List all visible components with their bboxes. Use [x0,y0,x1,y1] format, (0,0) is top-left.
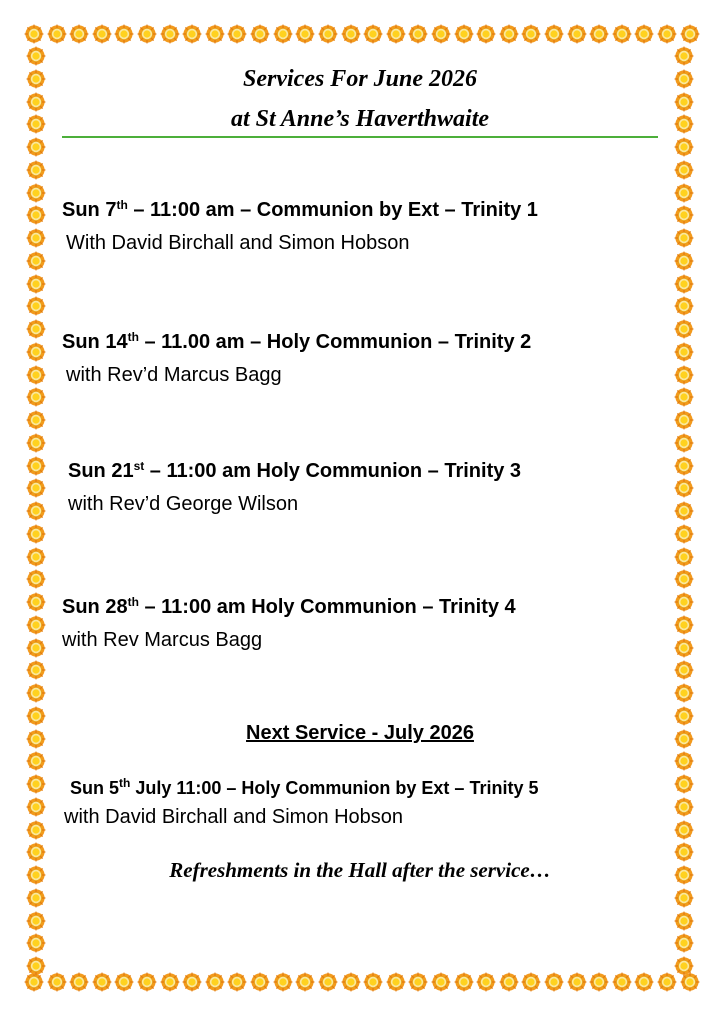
sun-icon [674,183,694,203]
sun-icon [589,24,609,44]
sun-icon [634,972,654,992]
service-heading: Sun 21st – 11:00 am Holy Communion – Trinity 3 [68,459,522,482]
sun-icon [26,69,46,89]
sun-icon [674,569,694,589]
sun-icon [250,24,270,44]
service-heading: Sun 7th – 11:00 am – Communion by Ext – Trinity 1 [62,198,538,221]
sun-icon [26,114,46,134]
sun-icon [674,797,694,817]
sun-icon [26,547,46,567]
sun-icon [567,24,587,44]
sun-icon [295,972,315,992]
sun-icon [295,24,315,44]
sun-border-bottom [24,972,700,994]
page-title: Services For June 2026 [243,66,477,92]
sun-icon [674,205,694,225]
next-service-line: Sun 5th July 11:00 – Holy Communion by Ext – Trinity 5 [70,776,539,798]
sun-icon [431,972,451,992]
sun-icon [674,774,694,794]
sun-icon [26,660,46,680]
sun-icon [26,387,46,407]
sun-icon [674,683,694,703]
sun-icon [26,183,46,203]
sun-icon [674,706,694,726]
sun-icon [26,410,46,430]
sun-icon [26,865,46,885]
sun-icon [273,972,293,992]
sun-icon [26,524,46,544]
sun-icon [69,24,89,44]
sun-icon [26,319,46,339]
sun-icon [92,24,112,44]
sun-icon [363,972,383,992]
sun-icon [476,972,496,992]
sun-icon [26,933,46,953]
sun-icon [674,69,694,89]
sun-icon [544,24,564,44]
sun-icon [499,972,519,992]
sun-icon [674,160,694,180]
sun-icon [26,92,46,112]
sun-icon [26,888,46,908]
refreshments-note: Refreshments in the Hall after the service… [169,858,551,882]
sun-icon [26,911,46,931]
sun-icon [674,751,694,771]
sun-icon [674,387,694,407]
sun-icon [674,615,694,635]
sun-icon [674,137,694,157]
sun-icon [26,478,46,498]
sun-icon [26,251,46,271]
sun-icon [114,972,134,992]
service-entry [62,198,538,256]
sun-icon [341,972,361,992]
sun-icon [273,24,293,44]
sun-icon [26,729,46,749]
sun-icon [26,592,46,612]
sun-icon [680,24,700,44]
service-officiants: With David Birchall and Simon Hobson [66,232,410,254]
sun-icon [674,365,694,385]
sun-icon [408,972,428,992]
sun-icon [544,972,564,992]
sun-icon [47,972,67,992]
sun-icon [674,433,694,453]
sun-border-top [24,24,700,46]
service-heading: Sun 14th – 11.00 am – Holy Communion – Trinity 2 [62,330,532,353]
sun-border-right [674,46,696,976]
sun-icon [182,972,202,992]
service-entry [68,459,521,517]
sun-icon [341,24,361,44]
sun-icon [521,972,541,992]
sun-icon [26,842,46,862]
sun-icon [674,592,694,612]
sun-icon [26,820,46,840]
title-divider [62,136,658,138]
service-heading: Sun 28th – 11:00 am Holy Communion – Trinity 4 [62,595,516,618]
sun-icon [363,24,383,44]
sun-icon [674,820,694,840]
sun-icon [26,365,46,385]
sun-icon [318,24,338,44]
sun-icon [674,956,694,976]
sun-icon [634,24,654,44]
sun-icon [674,456,694,476]
sun-icon [674,638,694,658]
sun-icon [567,972,587,992]
sun-icon [674,251,694,271]
sun-icon [674,410,694,430]
sun-icon [386,24,406,44]
sun-icon [26,205,46,225]
sun-icon [674,501,694,521]
sun-icon [114,24,134,44]
sun-icon [476,24,496,44]
sun-icon [674,296,694,316]
sun-icon [674,660,694,680]
sun-icon [26,569,46,589]
sun-icon [674,524,694,544]
next-service-officiants-wrap [64,804,403,830]
sun-icon [160,972,180,992]
sun-icon [26,137,46,157]
next-service-heading: Next Service - July 2026 [246,722,474,744]
sun-icon [454,24,474,44]
sun-icon [674,865,694,885]
sun-icon [26,683,46,703]
sun-icon [674,114,694,134]
sun-icon [26,615,46,635]
sun-icon [674,228,694,248]
sun-icon [674,911,694,931]
sun-icon [137,24,157,44]
sun-icon [205,24,225,44]
page-subtitle: at St Anne’s Haverthwaite [230,106,490,132]
sun-icon [26,46,46,66]
sun-icon [26,296,46,316]
sun-icon [26,160,46,180]
sun-icon [205,972,225,992]
sun-icon [26,774,46,794]
sun-icon [182,24,202,44]
next-service-officiants: with David Birchall and Simon Hobson [64,806,404,828]
sun-icon [137,972,157,992]
sun-icon [26,433,46,453]
sun-icon [674,729,694,749]
sun-icon [386,972,406,992]
sun-icon [674,933,694,953]
sun-icon [454,972,474,992]
sun-icon [227,972,247,992]
sun-icon [318,972,338,992]
sun-icon [674,92,694,112]
sun-icon [26,274,46,294]
sun-icon [26,342,46,362]
sun-icon [674,46,694,66]
service-officiants: with Rev’d Marcus Bagg [66,364,282,386]
sun-icon [160,24,180,44]
sun-icon [589,972,609,992]
sun-icon [521,24,541,44]
service-entry [62,330,531,388]
sun-icon [26,797,46,817]
sun-icon [250,972,270,992]
sun-icon [408,24,428,44]
service-entry [62,595,516,653]
sun-icon [674,842,694,862]
sun-icon [24,24,44,44]
sun-icon [499,24,519,44]
sun-icon [26,228,46,248]
sun-icon [612,24,632,44]
sun-icon [674,342,694,362]
sun-icon [26,638,46,658]
service-officiants: with Rev’d George Wilson [68,493,299,515]
sun-icon [47,24,67,44]
sun-icon [69,972,89,992]
sun-icon [674,478,694,498]
sun-icon [26,456,46,476]
sun-icon [674,274,694,294]
sun-icon [26,706,46,726]
next-service-entry [70,776,538,800]
sun-icon [431,24,451,44]
sun-icon [26,956,46,976]
sun-icon [92,972,112,992]
sun-icon [612,972,632,992]
sun-icon [674,319,694,339]
sun-icon [674,547,694,567]
sun-border-left [26,46,48,976]
sun-icon [674,888,694,908]
sun-icon [657,24,677,44]
sun-icon [26,501,46,521]
service-officiants: with Rev Marcus Bagg [62,629,263,651]
sun-icon [26,751,46,771]
sun-icon [227,24,247,44]
